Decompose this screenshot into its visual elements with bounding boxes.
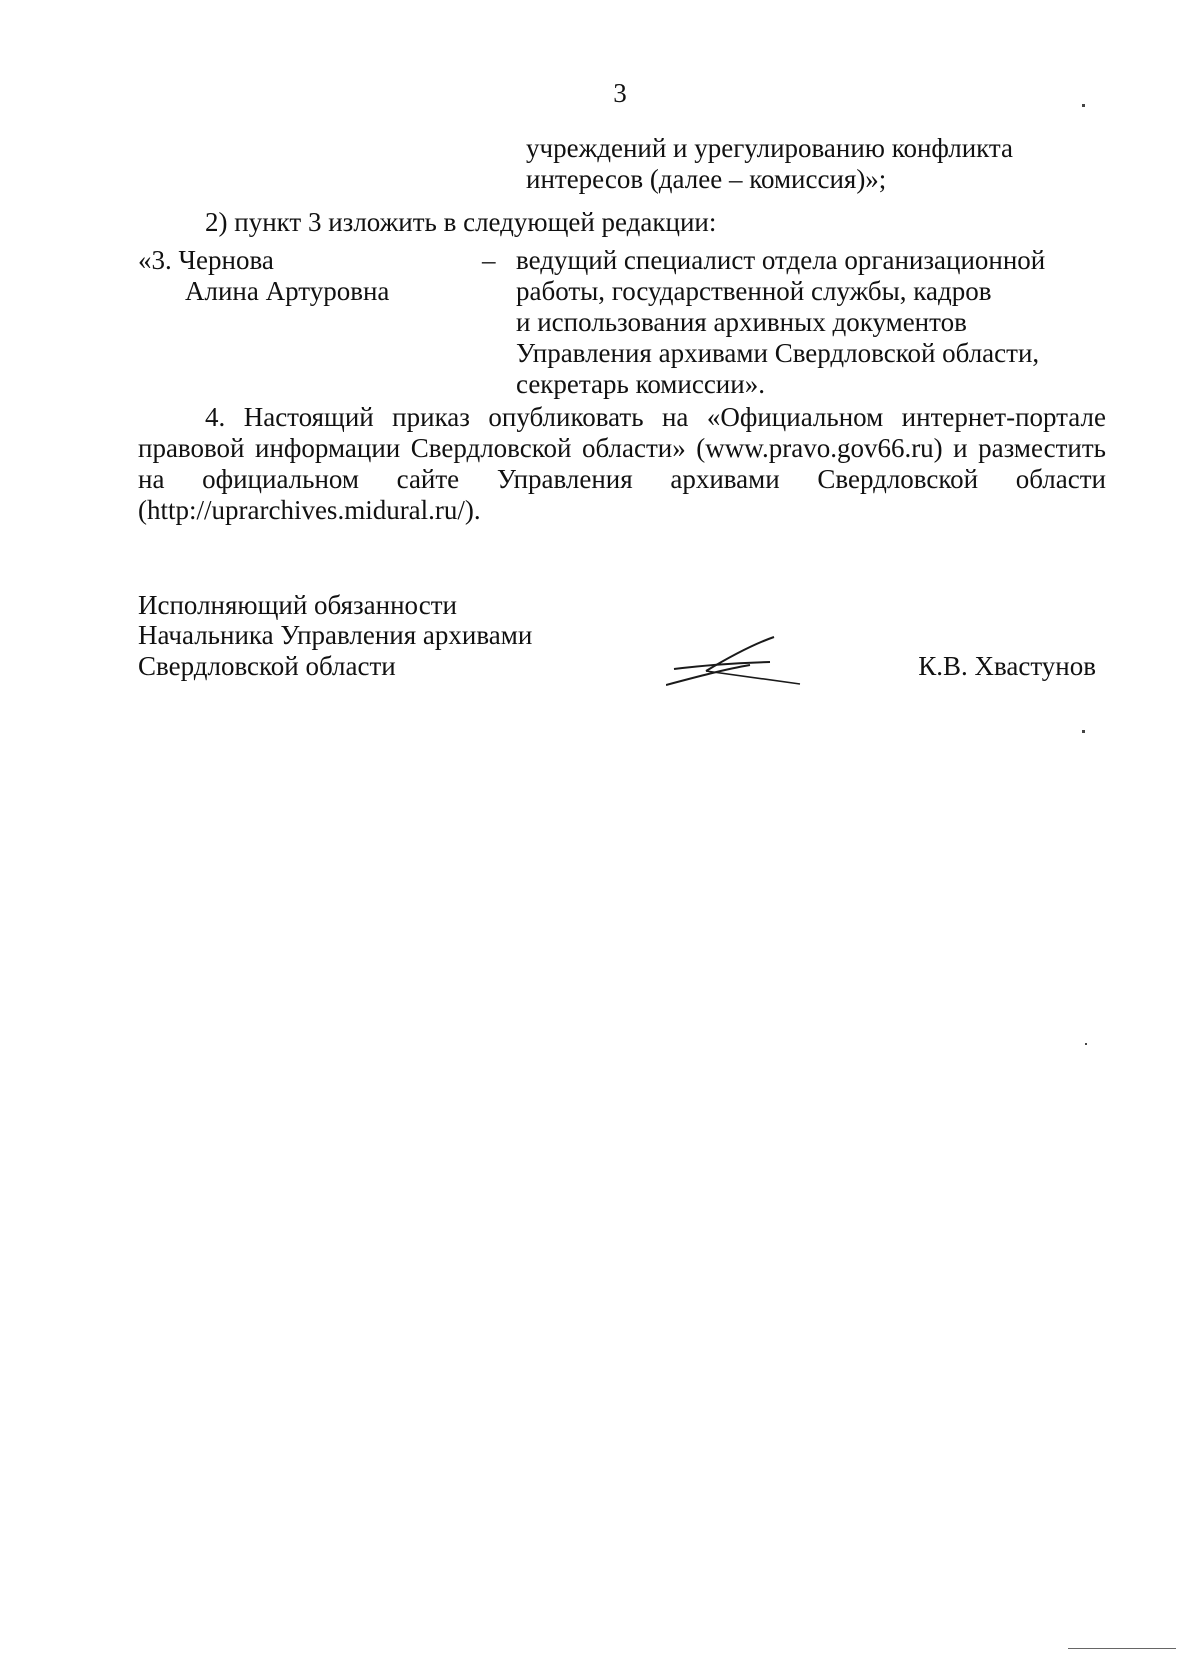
scan-mark [1082, 730, 1085, 733]
signature-stroke [706, 671, 800, 684]
paragraph-4-line: на официальном сайте Управления архивами Свердловской области [138, 464, 1106, 494]
member-role-line: и использования архивных документов [516, 307, 967, 337]
signature-title-line: Начальника Управления архивами [138, 620, 533, 650]
member-role-line: работы, государственной службы, кадров [516, 276, 992, 306]
continuation-line-1: учреждений и урегулированию конфликта [526, 133, 1014, 163]
member-name-line-2: Алина Артуровна [185, 276, 390, 306]
member-number-name: «3. Чернова [138, 245, 274, 275]
paragraph-4 [138, 402, 1106, 526]
signature-title-line: Исполняющий обязанности [138, 590, 457, 620]
page-number: 3 [613, 78, 627, 108]
continuation-line-2: интересов (далее – комиссия)»; [526, 164, 887, 194]
member-role-line: Управления архивами Свердловской области, [516, 338, 1040, 368]
member-dash: – [482, 245, 496, 275]
signer-name: К.В. Хвастунов [918, 651, 1096, 681]
signature-stroke [674, 662, 770, 669]
paragraph-4-line: правовой информации Свердловской области» (www.pravo.gov66.ru) и разместить [138, 433, 1106, 463]
paragraph-4-line: 4. Настоящий приказ опубликовать на «Официальном интернет-портале [205, 402, 1106, 432]
handwritten-signature [666, 635, 816, 695]
scan-mark [1085, 1043, 1087, 1045]
item2-intro: 2) пункт 3 изложить в следующей редакции: [205, 207, 717, 237]
paragraph-4-line: (http://uprarchives.midural.ru/). [138, 495, 481, 525]
signature-title-line: Свердловской области [138, 651, 396, 681]
member-role-line: ведущий специалист отдела организационной [516, 245, 1046, 275]
scan-mark [1082, 104, 1085, 107]
member-role-line: секретарь комиссии». [516, 369, 765, 399]
footer-line [1068, 1648, 1176, 1649]
